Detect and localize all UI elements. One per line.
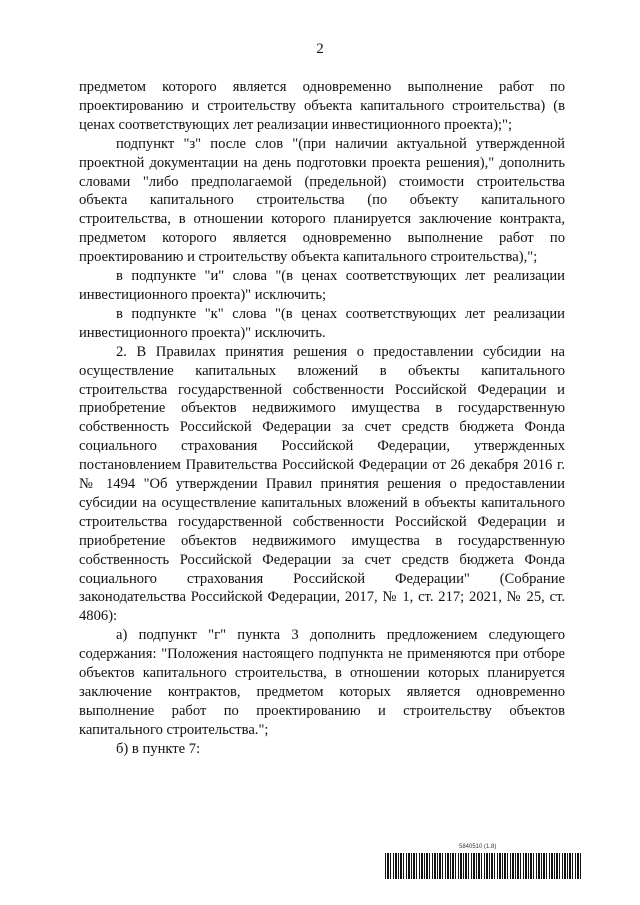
- paragraph: а) подпункт "г" пункта 3 дополнить предложением следующего содержания: "Положения настоящего подпункта не применяются при отборе объектов капитального строительства, в отношении которых планируется заключение контрактов, предметом которых является одновременно выполнение работ по проектированию и строительству объектов капитального строительства.";: [79, 627, 565, 738]
- page-number: 2: [316, 41, 324, 57]
- barcode-block: [385, 843, 581, 879]
- document-body: [79, 78, 565, 759]
- paragraph-continuation: предметом которого является одновременно выполнение работ по проектированию и строительству объекта капитального строительства) (в ценах соответствующих лет реализации инвестиционного проекта);";: [79, 79, 565, 133]
- barcode-icon: [385, 853, 581, 879]
- paragraph: 2. В Правилах принятия решения о предоставлении субсидии на осуществление капитальных вложений в объекты капитального строительства государственной собственности Российской Федерации и приобретение объектов недвижимого имущества в государственную собственность Российской Федерации за счет средств бюджета Фонда социального страхования Российской Федерации, утвержденных постановлением Правительства Российской Федерации от 26 декабря 2016 г. № 1494 "Об утверждении Правил принятия решения о предоставлении субсидии на осуществление капитальных вложений в объекты капитального строительства государственной собственности Российской Федерации и приобретение объектов недвижимого имущества в государственную собственность Российской Федерации за счет средств бюджета Фонда социального страхования Российской Федерации" (Собрание законодательства Российской Федерации, 2017, № 1, ст. 217; 2021, № 25, ст. 4806):: [79, 343, 565, 625]
- barcode-caption: 5840510 (1.8): [459, 844, 497, 850]
- paragraph: подпункт "з" после слов "(при наличии актуальной утвержденной проектной документации на день подготовки проекта решения)," дополнить словами "либо предполагаемой (предельной) стоимости строительства объекта капитального строительства (по объекту капитального строительства, в отношении которого планируется заключение контракта, предметом которого является одновременно выполнение работ по проектированию и строительству объекта капитального строительства),";: [79, 135, 565, 266]
- paragraph: в подпункте "к" слова "(в ценах соответствующих лет реализации инвестиционного проекта)" исключить.: [79, 305, 565, 341]
- paragraph: в подпункте "и" слова "(в ценах соответствующих лет реализации инвестиционного проекта)" исключить;: [79, 268, 565, 303]
- paragraph: б) в пункте 7:: [116, 740, 201, 757]
